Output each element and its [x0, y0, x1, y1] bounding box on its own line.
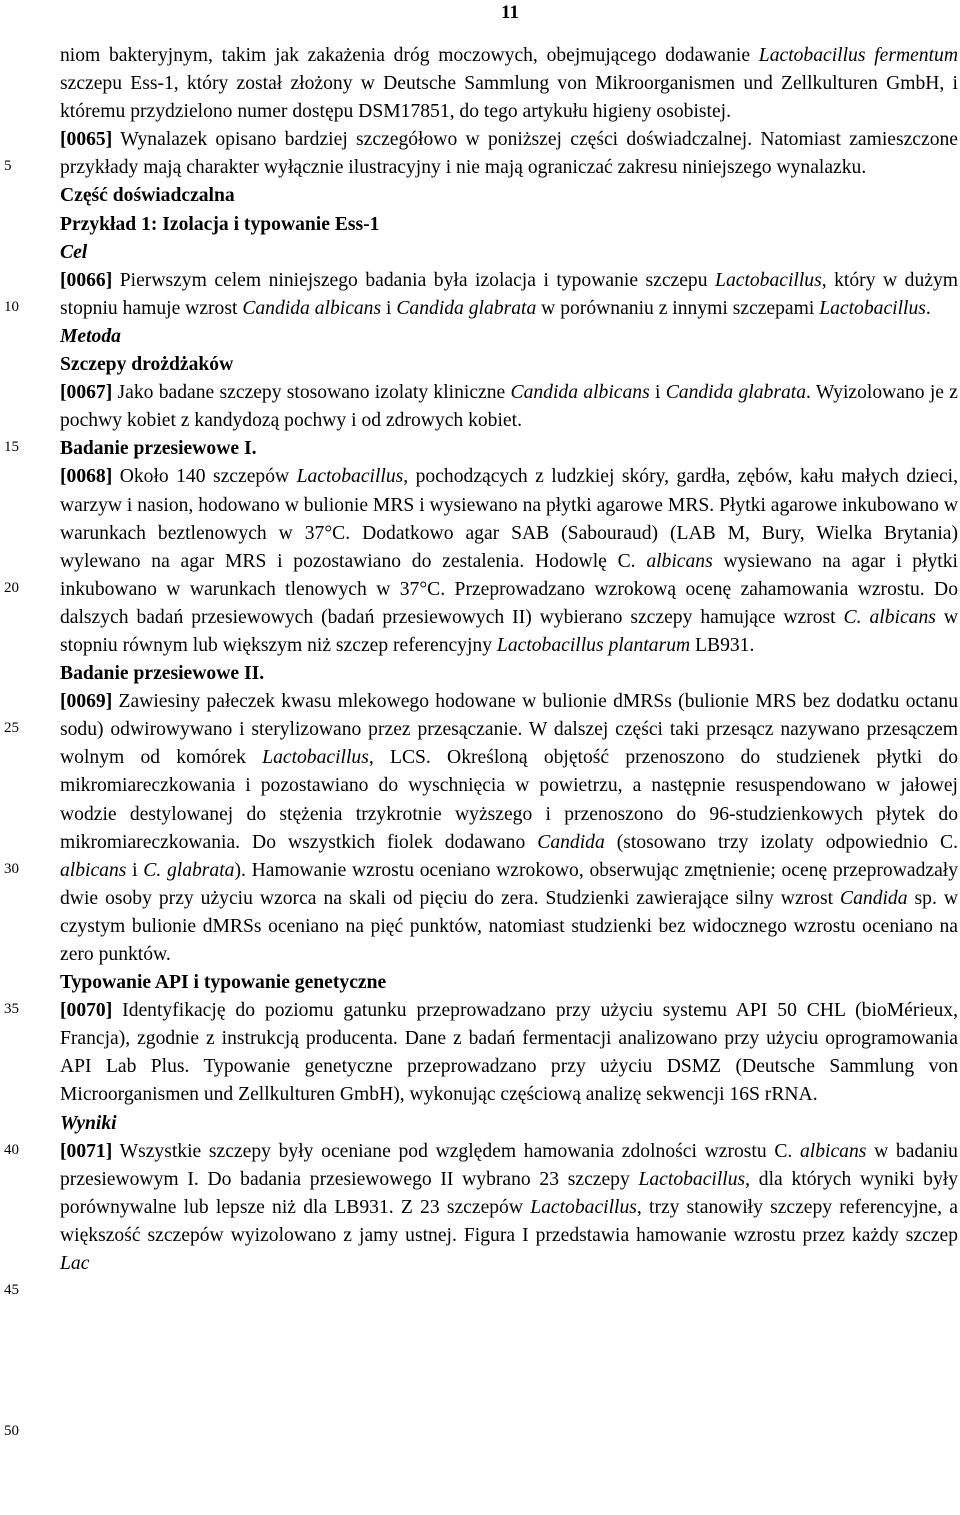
paragraph: [0070] Identyfikację do poziomu gatunku przeprowadzano przy użyciu systemu API 50 CHL (bioMérieux, Francja), zgodnie z instrukcją producenta. Dane z badań fermentacji analizowano przy użyciu oprogramowania API Lab Plus. Typowanie genetyczne przeprowadzano przy użyciu DSMZ (Deutsche Sammlung von Microorganismen und Zellkulturen GmbH), wykonując częściową analizę sekwencji 16S rRNA. — [60, 1000, 958, 1106]
section-heading: Część doświadczalna — [60, 185, 235, 207]
line-number: 15 — [4, 439, 19, 456]
line-number: 35 — [4, 1001, 19, 1018]
line-number: 10 — [4, 298, 19, 315]
document-body — [60, 42, 958, 1278]
line-number: 20 — [4, 579, 19, 596]
section-heading: Przykład 1: Izolacja i typowanie Ess-1 — [60, 213, 380, 235]
paragraph: [0067] Jako badane szczepy stosowano izolaty kliniczne Candida albicans i Candida glabrata. Wyizolowano je z pochwy kobiet z kandydozą pochwy i od zdrowych kobiet. — [60, 382, 958, 432]
paragraph: [0068] Około 140 szczepów Lactobacillus, pochodzących z ludzkiej skóry, gardła, zębów, kału małych dzieci, warzyw i nasion, hodowano w bulionie MRS i wysiewano na płytki agarowe MRS. Płytki agarowe inkubowano w warunkach beztlenowych w 37°C. Dodatkowo agar SAB (Sabouraud) (LAB M, Bury, Wielka Brytania) wylewano na agar MRS i pozostawiano do zestalenia. Hodowlę C. albicans wysiewano na agar i płytki inkubowano w warunkach tlenowych w 37°C. Przeprowadzano wzrokową ocenę zahamowania wzrostu. Do dalszych badań przesiewowych (badań przesiewowych II) wybierano szczepy hamujące wzrost C. albicans w stopniu równym lub większym niż szczep referencyjny Lactobacillus plantarum LB931. — [60, 466, 958, 656]
line-number: 40 — [4, 1141, 19, 1158]
paragraph: niom bakteryjnym, takim jak zakażenia dróg moczowych, obejmującego dodawanie Lactobacillus fermentum szczepu Ess-1, który został złożony w Deutsche Sammlung von Mikroorganismen und Zellkulturen GmbH, i któremu przydzielono numer dostępu DSM17851, do tego artykułu higieny osobistej. — [60, 45, 958, 123]
line-number: 30 — [4, 860, 19, 877]
paragraph: [0069] Zawiesiny pałeczek kwasu mlekowego hodowane w bulionie dMRSs (bulionie MRS bez dodatku octanu sodu) odwirowywano i sterylizowano przez przesączanie. W dalszej części taki przesącz nazywano przesączem wolnym od komórek Lactobacillus, LCS. Określoną objętość przenoszono do studzienek płytki do mikromiareczkowania i pozostawiano do wyschnięcia w powietrzu, a następnie resuspendowano w jałowej wodzie destylowanej do stężenia trzykrotnie wyższego i przenoszono do 96-studzienkowych płytek do mikromiareczkowania. Do wszystkich fiolek dodawano Candida (stosowano trzy izolaty odpowiednio C. albicans i C. glabrata). Hamowanie wzrostu oceniano wzrokowo, obserwując zmętnienie; ocenę przeprowadzały dwie osoby przy użyciu wzorca na skali od pięciu do zera. Studzienki zawierające silny wzrost Candida sp. w czystym bulionie dMRSs oceniano na pięć punktów, natomiast studzienki bez widocznego wzrostu oceniano na zero punktów. — [60, 691, 959, 965]
section-heading: Typowanie API i typowanie genetyczne — [60, 972, 387, 994]
section-heading: Badanie przesiewowe I. — [60, 438, 257, 460]
paragraph: [0065] Wynalazek opisano bardziej szczegółowo w poniższej części doświadczalnej. Natomiast zamieszczone przykłady mają charakter wyłącznie ilustracyjny i nie mają ograniczać zakresu niniejszego wynalazku. — [60, 129, 958, 179]
page-number: 11 — [501, 2, 519, 23]
line-number: 45 — [4, 1282, 19, 1299]
subsection-heading: Metoda — [60, 325, 121, 347]
subsection-heading: Cel — [60, 241, 88, 263]
subsection-heading: Wyniki — [60, 1112, 117, 1134]
section-heading: Badanie przesiewowe II. — [60, 663, 265, 685]
line-number: 25 — [4, 720, 19, 737]
line-number: 5 — [4, 158, 12, 175]
section-heading: Szczepy drożdżaków — [60, 354, 234, 376]
paragraph: [0066] Pierwszym celem niniejszego badania była izolacja i typowanie szczepu Lactobacillus, który w dużym stopniu hamuje wzrost Candida albicans i Candida glabrata w porównaniu z innymi szczepami Lactobacillus. — [60, 269, 958, 319]
line-number: 50 — [4, 1422, 19, 1439]
paragraph: [0071] Wszystkie szczepy były oceniane pod względem hamowania zdolności wzrostu C. albicans w badaniu przesiewowym I. Do badania przesiewowego II wybrano 23 szczepy Lactobacillus, dla których wyniki były porównywalne lub lepsze niż dla LB931. Z 23 szczepów Lactobacillus, trzy stanowiły szczepy referencyjne, a większość szczepów wyizolowano z jamy ustnej. Figura I przedstawia hamowanie wzrostu przez każdy szczep Lac — [60, 1140, 959, 1275]
